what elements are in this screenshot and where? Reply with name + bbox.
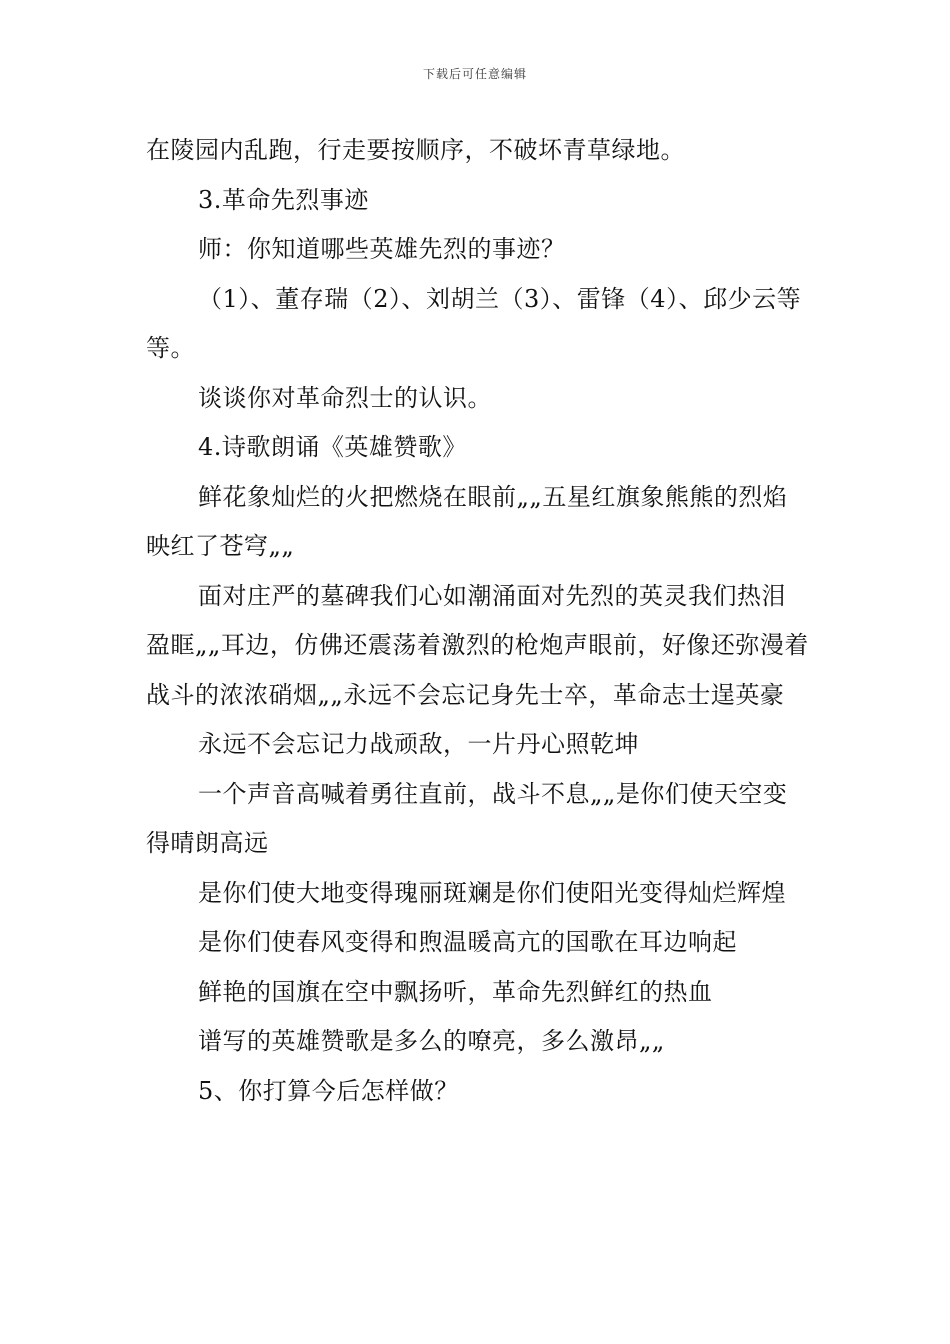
poem-line-7: 鲜艳的国旗在空中飘扬听，革命先烈鲜红的热血 — [198, 977, 713, 1006]
document-body — [146, 126, 810, 1116]
poem-line-5: 是你们使大地变得瑰丽斑斓是你们使阳光变得灿烂辉煌 — [198, 878, 786, 907]
section-heading-4: 4.诗歌朗诵《英雄赞歌》 — [198, 433, 467, 461]
paragraph-heroes-list: （1）、董存瑞（2）、刘胡兰（3）、雷锋（4）、邱少云等等。 — [146, 284, 802, 362]
poem-line-6: 是你们使春风变得和煦温暖高亢的国歌在耳边响起 — [198, 928, 737, 956]
paragraph-discussion: 谈谈你对革命烈士的认识。 — [198, 383, 492, 412]
poem-line-8: 谱写的英雄赞歌是多么的嘹亮，多么激昂„„ — [198, 1027, 665, 1055]
page-header: 下载后可任意编辑 — [422, 67, 527, 81]
poem-line-1: 鲜花象灿烂的火把燃烧在眼前„„五星红旗象熊熊的烈焰映红了苍穹„„ — [146, 482, 788, 560]
section-heading-3: 3.革命先烈事迹 — [198, 185, 369, 214]
poem-line-4: 一个声音高喊着勇往直前，战斗不息„„是你们使天空变得晴朗高远 — [146, 779, 788, 857]
section-heading-5: 5、你打算今后怎样做？ — [198, 1076, 459, 1105]
paragraph-1: 在陵园内乱跑，行走要按顺序，不破坏青草绿地。 — [146, 136, 685, 164]
poem-line-2: 面对庄严的墓碑我们心如潮涌面对先烈的英灵我们热泪盈眶„„耳边，仿佛还震荡着激烈的枪炮声眼前，好像还弥漫着战斗的浓浓硝烟„„永远不会忘记身先士卒，革命志士逞英豪 — [146, 581, 809, 709]
poem-line-3: 永远不会忘记力战顽敌，一片丹心照乾坤 — [198, 730, 639, 758]
paragraph-teacher-question: 师：你知道哪些英雄先烈的事迹？ — [198, 235, 566, 263]
